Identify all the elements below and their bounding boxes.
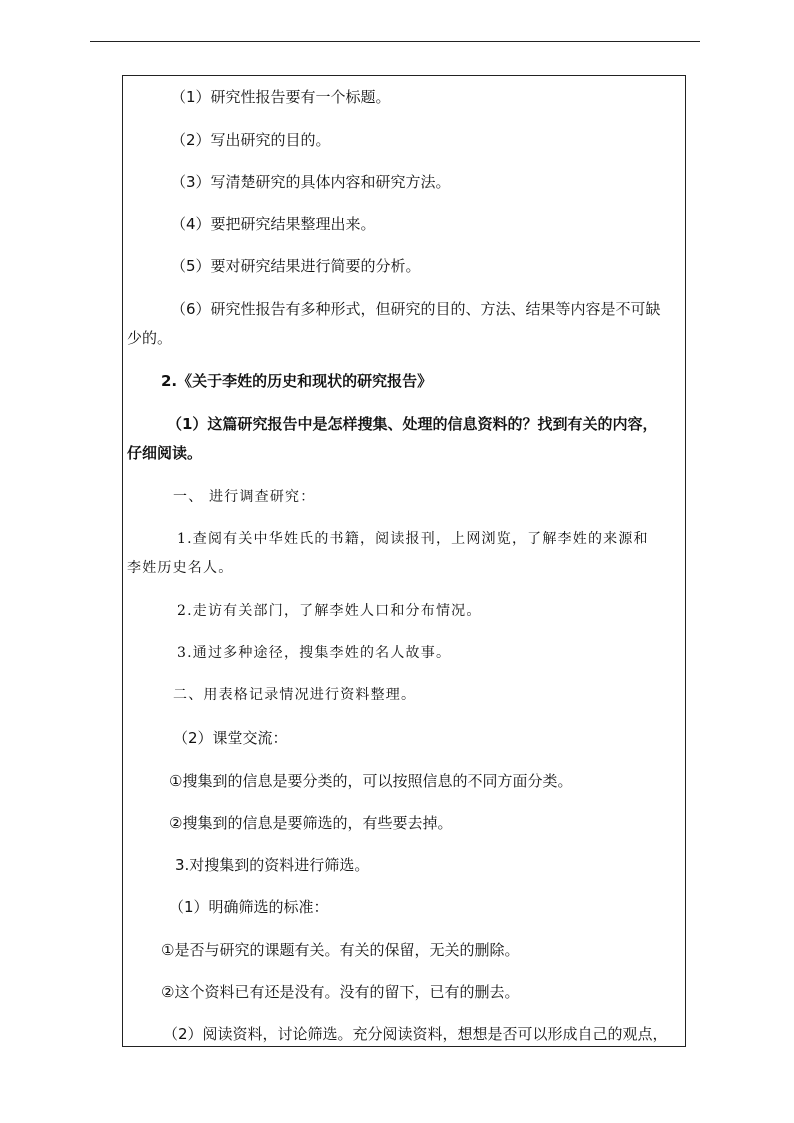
classroom-exchange-heading: （2）课堂交流： xyxy=(173,729,288,747)
reading-discussion-line: （2）阅读资料，讨论筛选。充分阅读资料，想想是否可以形成自己的观点， xyxy=(163,1025,668,1043)
paragraph-1: （1）研究性报告要有一个标题。 xyxy=(171,88,391,106)
header-rule xyxy=(90,41,700,42)
step-one-item-1-line-1: 1.查阅有关中华姓氏的书籍，阅读报刊，上网浏览，了解李姓的来源和 xyxy=(177,531,649,547)
criteria-point-1: ①是否与研究的课题有关。有关的保留，无关的删除。 xyxy=(161,941,520,959)
exchange-point-1: ①搜集到的信息是要分类的，可以按照信息的不同方面分类。 xyxy=(169,772,573,790)
section-heading-3: 3.对搜集到的资料进行筛选。 xyxy=(175,856,370,874)
question-1-line-1: （1）这篇研究报告中是怎样搜集、处理的信息资料的？找到有关的内容， xyxy=(167,415,658,433)
step-two-heading: 二、用表格记录情况进行资料整理。 xyxy=(173,687,417,703)
paragraph-4: （4）要把研究结果整理出来。 xyxy=(171,215,376,233)
criteria-point-2: ②这个资料已有还是没有。没有的留下，已有的删去。 xyxy=(161,983,520,1001)
section-heading-2: 2.《关于李姓的历史和现状的研究报告》 xyxy=(161,372,433,390)
exchange-point-2: ②搜集到的信息是要筛选的，有些要去掉。 xyxy=(169,814,453,832)
question-1-line-2: 仔细阅读。 xyxy=(127,444,203,462)
paragraph-6-line-2: 少的。 xyxy=(127,329,173,347)
paragraph-5: （5）要对研究结果进行简要的分析。 xyxy=(171,257,421,275)
step-one-item-1-line-2: 李姓历史名人。 xyxy=(127,560,234,576)
criteria-heading: （1）明确筛选的标准： xyxy=(169,898,329,916)
content-table-cell xyxy=(122,75,686,1047)
step-one-item-2: 2.走访有关部门，了解李姓人口和分布情况。 xyxy=(177,603,482,619)
paragraph-2: （2）写出研究的目的。 xyxy=(171,131,331,149)
step-one-item-3: 3.通过多种途径，搜集李姓的名人故事。 xyxy=(177,645,452,661)
paragraph-3: （3）写清楚研究的具体内容和研究方法。 xyxy=(171,173,451,191)
paragraph-6-line-1: （6）研究性报告有多种形式，但研究的目的、方法、结果等内容是不可缺 xyxy=(171,300,661,318)
step-one-heading: 一、 进行调查研究： xyxy=(173,489,316,505)
